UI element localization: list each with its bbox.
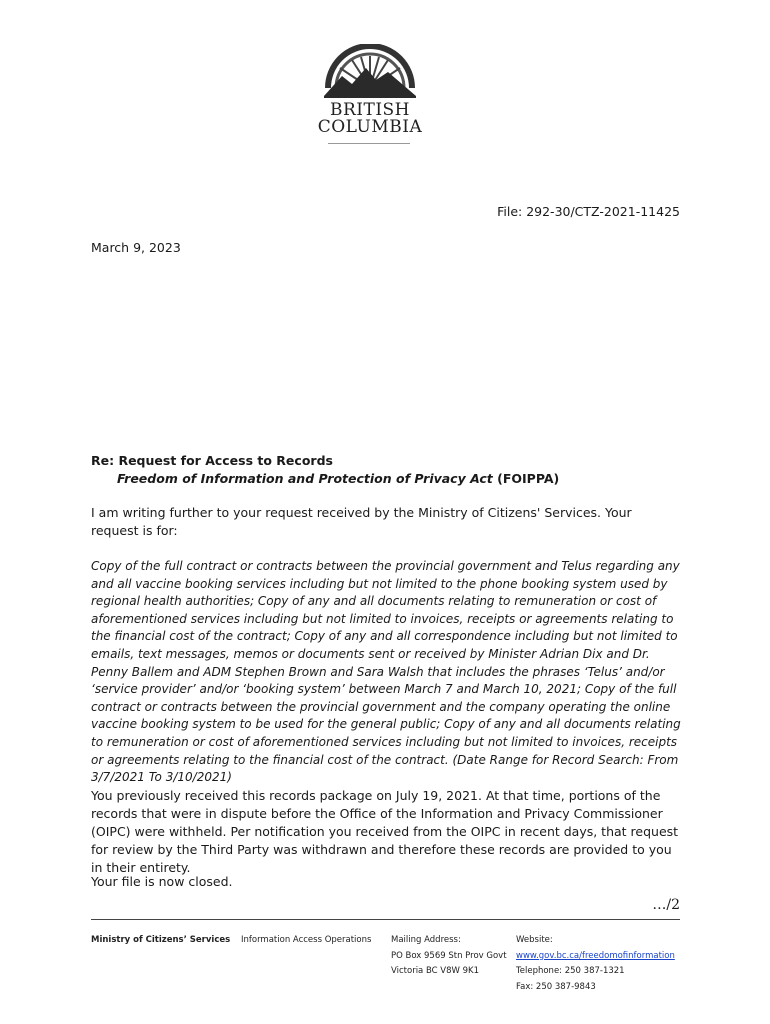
act-abbrev: (FOIPPA): [492, 471, 560, 486]
website-link[interactable]: www.gov.bc.ca/freedomofinformation: [516, 950, 675, 961]
closing-paragraph: Your file is now closed.: [91, 874, 233, 889]
logo-line-1: BRITISH: [329, 100, 411, 120]
logo-rule: [328, 143, 410, 144]
bc-government-sun-mountain-logo-icon: [312, 44, 428, 100]
branch-name: Information Access Operations: [241, 935, 372, 945]
letter-date: March 9, 2023: [91, 240, 181, 255]
mailing-line-2: Victoria BC V8W 9K1: [391, 966, 480, 976]
bc-logo: [312, 44, 428, 148]
footer-branch: [241, 933, 371, 949]
subject-line: Re: Request for Access to Records: [91, 453, 333, 468]
mailing-line-1: PO Box 9569 Stn Prov Govt: [391, 950, 507, 961]
footer-mailing: [391, 933, 507, 980]
website-label: Website:: [516, 935, 553, 945]
status-paragraph: You previously received this records package on July 19, 2021. At that time, portions of the records that were in dispute before the Office of the Information and Privacy Commissioner (OIPC) were withheld. Per notification you received from the OIPC in recent days, that request for review by the Third Party was withdrawn and therefore these records are provided to you in their entirety.: [91, 788, 679, 875]
file-number: File: 292-30/CTZ-2021-11425: [497, 204, 680, 219]
request-text: Copy of the full contract or contracts between the provincial government and Telus regarding any and all vaccine booking services including but not limited to the phone booking system used by regional health authorities; Copy of any and all documents relating to remuneration or cost of aforementioned services including but not limited to invoices, receipts or agreements relating to the financial cost of the contract; Copy of any and all correspondence including but not limited to emails, text messages, memos or documents sent or received by Minister Adrian Dix and Dr. Penny Ballem and ADM Stephen Brown and Sara Walsh that includes the phrases ‘Telus’ and/or ‘service provider’ and/or ‘booking system’ between March 7 and March 10, 2021; Copy of the full contract or contracts between the provincial government and the company operating the online vaccine booking system to be used for the general public; Copy of any and all documents relating to remuneration or cost of aforementioned services including but not limited to invoices, receipts or agreements relating to the financial cost of the contract. (Date Range for Record Search: From 3/7/2021 To 3/10/2021): [91, 559, 681, 785]
logo-line-2: COLUMBIA: [317, 117, 423, 137]
telephone: Telephone: 250 387-1321: [516, 966, 625, 976]
footer-contact: [516, 933, 675, 995]
mailing-label: Mailing Address:: [391, 935, 461, 945]
ministry-name: Ministry of Citizens’ Services: [91, 935, 231, 945]
footer-divider: [91, 919, 680, 920]
subject-act: [117, 470, 559, 488]
intro-paragraph: I am writing further to your request received by the Ministry of Citizens' Services. Your request is for:: [91, 505, 632, 538]
fax: Fax: 250 387-9843: [516, 981, 596, 992]
act-name: Freedom of Information and Protection of Privacy Act: [117, 471, 493, 486]
page-continuation: …/2: [652, 897, 680, 913]
footer-ministry: [91, 933, 230, 949]
